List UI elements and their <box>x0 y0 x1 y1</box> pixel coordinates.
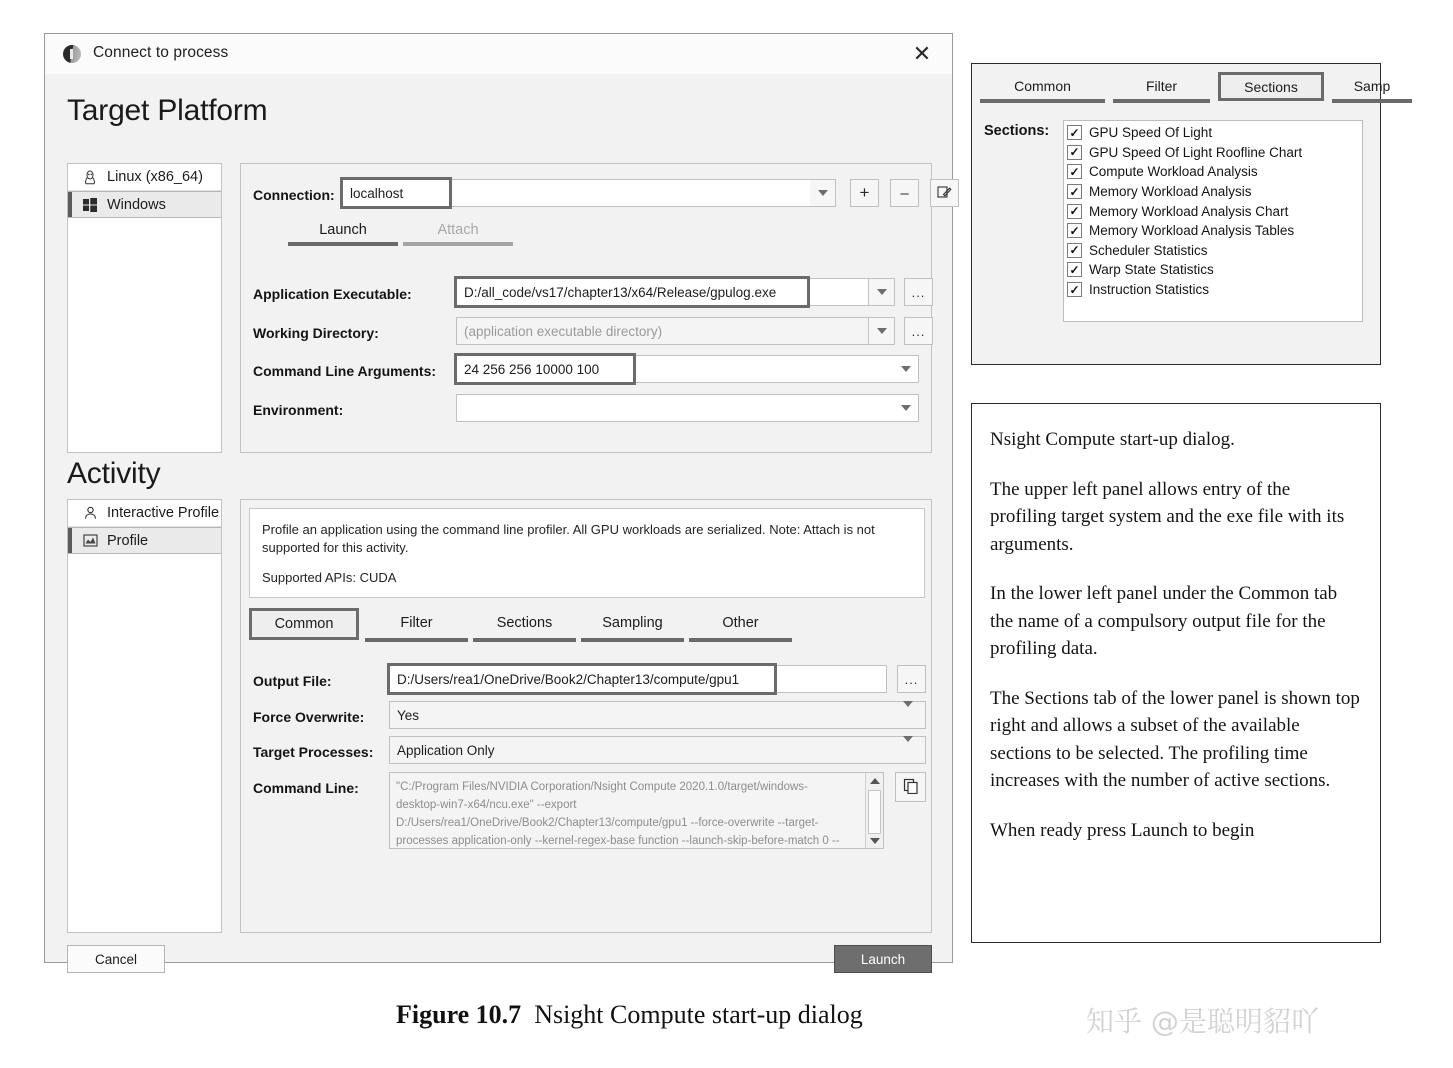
section-label: Memory Workload Analysis <box>1089 184 1252 200</box>
command-line-text: "C:/Program Files/NVIDIA Corporation/Nsight Compute 2020.1.0/target/windows-desktop-win7-x64/ncu.exe" --export D:/Users/rea1/OneDrive/Book2/Chapter13/compute/gpu1 --force-overwrite --target-processes application-only --kernel-regex-base function --launch-skip-before-match 0 -- <box>396 781 840 848</box>
command-line-textarea[interactable] <box>389 772 884 849</box>
copy-command-line-button[interactable] <box>895 772 926 802</box>
environment-input[interactable] <box>456 394 919 422</box>
target-platform-list[interactable] <box>67 163 222 453</box>
working-directory-dropdown-arrow[interactable] <box>869 317 895 345</box>
sections-panel-tab-common[interactable] <box>980 72 1105 103</box>
checkbox-icon[interactable]: ✓ <box>1067 223 1082 238</box>
close-icon[interactable]: ✕ <box>912 41 932 66</box>
section-label: Memory Workload Analysis Tables <box>1089 223 1295 239</box>
sections-panel-tab-filter-underline <box>1113 99 1210 103</box>
dialog-body <box>45 74 952 967</box>
tab-other[interactable] <box>689 608 792 642</box>
sections-list-label: Sections: <box>984 123 1050 139</box>
connection-dropdown-arrow[interactable] <box>810 179 836 207</box>
working-directory-input[interactable]: (application executable directory) <box>456 317 869 345</box>
section-item[interactable] <box>1067 280 1362 300</box>
section-item[interactable] <box>1067 260 1362 280</box>
activity-label-interactive-profile: Interactive Profile <box>107 505 220 521</box>
sections-panel-tab-common-underline <box>980 99 1105 103</box>
app-executable-label: Application Executable: <box>253 286 412 302</box>
command-line-scrollbar[interactable] <box>865 773 883 848</box>
checkbox-icon[interactable]: ✓ <box>1067 145 1082 160</box>
activity-supported-apis: Supported APIs: CUDA <box>262 570 397 585</box>
command-line-arguments-dropdown-arrow[interactable] <box>893 355 919 383</box>
tab-sampling-label: Sampling <box>602 615 663 631</box>
section-label: GPU Speed Of Light <box>1089 125 1213 141</box>
chart-icon <box>80 534 100 547</box>
section-item[interactable] <box>1067 182 1362 202</box>
section-item[interactable] <box>1067 221 1362 241</box>
command-line-arguments-input[interactable]: 24 256 256 10000 100 <box>456 355 919 383</box>
section-label: Warp State Statistics <box>1089 262 1214 278</box>
platform-label-linux: Linux (x86_64) <box>107 169 203 185</box>
activity-description-box <box>249 508 925 598</box>
environment-label: Environment: <box>253 402 344 418</box>
tab-filter-underline <box>365 638 468 642</box>
working-directory-label: Working Directory: <box>253 325 379 341</box>
tab-filter-label: Filter <box>400 615 433 631</box>
output-file-browse-button[interactable]: ... <box>897 665 926 693</box>
force-overwrite-label: Force Overwrite: <box>253 709 365 725</box>
sections-panel-tab-sections-label: Sections <box>1244 78 1298 95</box>
figure-caption <box>396 1000 1096 1030</box>
tab-common-label: Common <box>274 616 334 632</box>
copy-icon <box>903 778 919 797</box>
force-overwrite-select[interactable]: Yes <box>389 701 926 729</box>
app-executable-dropdown-arrow[interactable] <box>869 278 895 306</box>
checkbox-icon[interactable]: ✓ <box>1067 262 1082 277</box>
tab-filter[interactable] <box>365 608 468 642</box>
add-connection-button[interactable]: + <box>850 179 879 207</box>
checkbox-icon[interactable]: ✓ <box>1067 243 1082 258</box>
target-processes-select[interactable]: Application Only <box>389 736 926 764</box>
note-paragraph: The Sections tab of the lower panel is shown top right and allows a subset of the available sections to be selected. The profiling time increases with the number of active sections. <box>990 687 1360 792</box>
sections-panel-tab-sampling-label: Samp <box>1353 77 1391 94</box>
dialog-titlebar <box>45 34 952 75</box>
tab-attach[interactable] <box>403 222 513 246</box>
nsight-logo-icon <box>63 45 81 63</box>
chevron-down-icon <box>877 328 887 334</box>
section-label: GPU Speed Of Light Roofline Chart <box>1089 144 1303 160</box>
edit-connection-button[interactable] <box>930 179 959 207</box>
checkbox-icon[interactable]: ✓ <box>1067 204 1082 219</box>
target-platform-heading: Target Platform <box>67 94 268 127</box>
note-paragraph: When ready press Launch to begin <box>990 820 1255 842</box>
connect-to-process-dialog <box>44 33 953 967</box>
platform-label-windows: Windows <box>107 196 166 213</box>
sections-checkbox-list[interactable] <box>1063 120 1363 322</box>
section-item[interactable] <box>1067 123 1362 143</box>
linux-penguin-icon <box>80 170 100 185</box>
app-executable-input[interactable]: D:/all_code/vs17/chapter13/x64/Release/gpulog.exe <box>456 278 869 306</box>
tab-attach-underline <box>403 242 513 246</box>
chevron-down-icon <box>903 736 913 759</box>
activity-panel <box>240 499 932 933</box>
tab-launch-label: Launch <box>319 222 367 238</box>
output-file-label: Output File: <box>253 673 332 689</box>
section-label: Scheduler Statistics <box>1089 242 1208 258</box>
output-file-input[interactable]: D:/Users/rea1/OneDrive/Book2/Chapter13/compute/gpu1 <box>389 665 887 693</box>
connection-label: Connection: <box>253 187 335 203</box>
section-item[interactable] <box>1067 201 1362 221</box>
sections-panel-tab-sampling[interactable] <box>1332 72 1412 103</box>
tab-other-underline <box>689 638 792 642</box>
platform-item-linux[interactable] <box>68 164 221 191</box>
cancel-button[interactable]: Cancel <box>67 945 165 973</box>
checkbox-icon[interactable]: ✓ <box>1067 125 1082 140</box>
tab-other-label: Other <box>722 615 759 631</box>
sections-panel-tab-common-label: Common <box>1014 77 1071 94</box>
pencil-edit-icon <box>937 184 952 202</box>
launch-button[interactable]: Launch <box>834 945 932 973</box>
tab-attach-label: Attach <box>437 222 479 238</box>
annotation-notes-panel <box>971 403 1381 943</box>
activity-description-text: Profile an application using the command line profiler. All GPU workloads are serialized. Note: Attach is not supported for this activity. <box>262 522 875 555</box>
watermark: 知乎 @是聪明貂吖 <box>1086 1005 1319 1038</box>
environment-dropdown-arrow[interactable] <box>893 394 919 422</box>
windows-logo-icon <box>80 198 100 212</box>
sections-panel-tab-filter[interactable] <box>1113 72 1210 103</box>
activity-label-profile: Profile <box>107 532 149 549</box>
checkbox-icon[interactable]: ✓ <box>1067 282 1082 297</box>
tab-sections[interactable] <box>473 608 576 642</box>
app-executable-browse-button[interactable]: ... <box>904 278 933 306</box>
connection-input[interactable]: localhost <box>342 179 836 207</box>
checkbox-icon[interactable]: ✓ <box>1067 184 1082 199</box>
section-label: Memory Workload Analysis Chart <box>1089 203 1289 219</box>
chevron-down-icon <box>903 701 913 724</box>
note-paragraph: The upper left panel allows entry of the profiling target system and the exe file with its arguments. <box>990 478 1345 555</box>
activity-item-interactive-profile[interactable] <box>68 500 221 527</box>
sections-panel-tab-filter-label: Filter <box>1145 77 1178 94</box>
person-icon <box>80 506 100 520</box>
command-line-arguments-label: Command Line Arguments: <box>253 363 437 379</box>
scrollbar-thumb[interactable] <box>868 790 881 834</box>
dialog-title: Connect to process <box>93 44 229 61</box>
tab-launch[interactable] <box>288 222 398 246</box>
section-item[interactable] <box>1067 162 1362 182</box>
tab-sampling-underline <box>581 638 684 642</box>
note-paragraph: In the lower left panel under the Common tab the name of a compulsory output file for the profiling data. <box>990 583 1338 660</box>
chevron-down-icon <box>877 289 887 295</box>
section-label: Instruction Statistics <box>1089 282 1210 298</box>
tab-sections-label: Sections <box>496 615 553 631</box>
tab-sampling[interactable] <box>581 608 684 642</box>
activity-item-profile[interactable] <box>68 527 221 554</box>
target-platform-panel <box>240 163 932 453</box>
tab-launch-underline <box>288 242 398 246</box>
section-item[interactable] <box>1067 241 1362 261</box>
command-line-label: Command Line: <box>253 780 359 796</box>
activity-heading: Activity <box>67 457 161 490</box>
working-directory-browse-button[interactable]: ... <box>904 317 933 345</box>
figure-number: Figure 10.7 <box>396 1000 522 1029</box>
section-item[interactable] <box>1067 143 1362 163</box>
scroll-up-icon[interactable] <box>866 773 883 788</box>
checkbox-icon[interactable]: ✓ <box>1067 164 1082 179</box>
sections-panel-tab-sampling-underline <box>1332 99 1412 103</box>
target-processes-label: Target Processes: <box>253 744 374 760</box>
section-label: Compute Workload Analysis <box>1089 164 1258 180</box>
scroll-down-icon[interactable] <box>866 833 883 848</box>
figure-title: Nsight Compute start-up dialog <box>534 1000 863 1029</box>
chevron-down-icon <box>901 366 911 372</box>
tab-sections-underline <box>473 638 576 642</box>
sections-tab-panel <box>971 63 1391 365</box>
platform-item-windows[interactable] <box>68 191 221 218</box>
activity-list[interactable] <box>67 499 222 933</box>
remove-connection-button[interactable]: – <box>890 179 919 207</box>
sections-panel-tab-sections[interactable] <box>1218 72 1324 101</box>
tab-common[interactable] <box>249 608 359 640</box>
note-paragraph: Nsight Compute start-up dialog. <box>990 429 1235 450</box>
target-processes-dropdown-arrow[interactable] <box>903 742 913 760</box>
chevron-down-icon <box>818 190 828 196</box>
force-overwrite-dropdown-arrow[interactable] <box>903 707 913 725</box>
chevron-down-icon <box>901 405 911 411</box>
